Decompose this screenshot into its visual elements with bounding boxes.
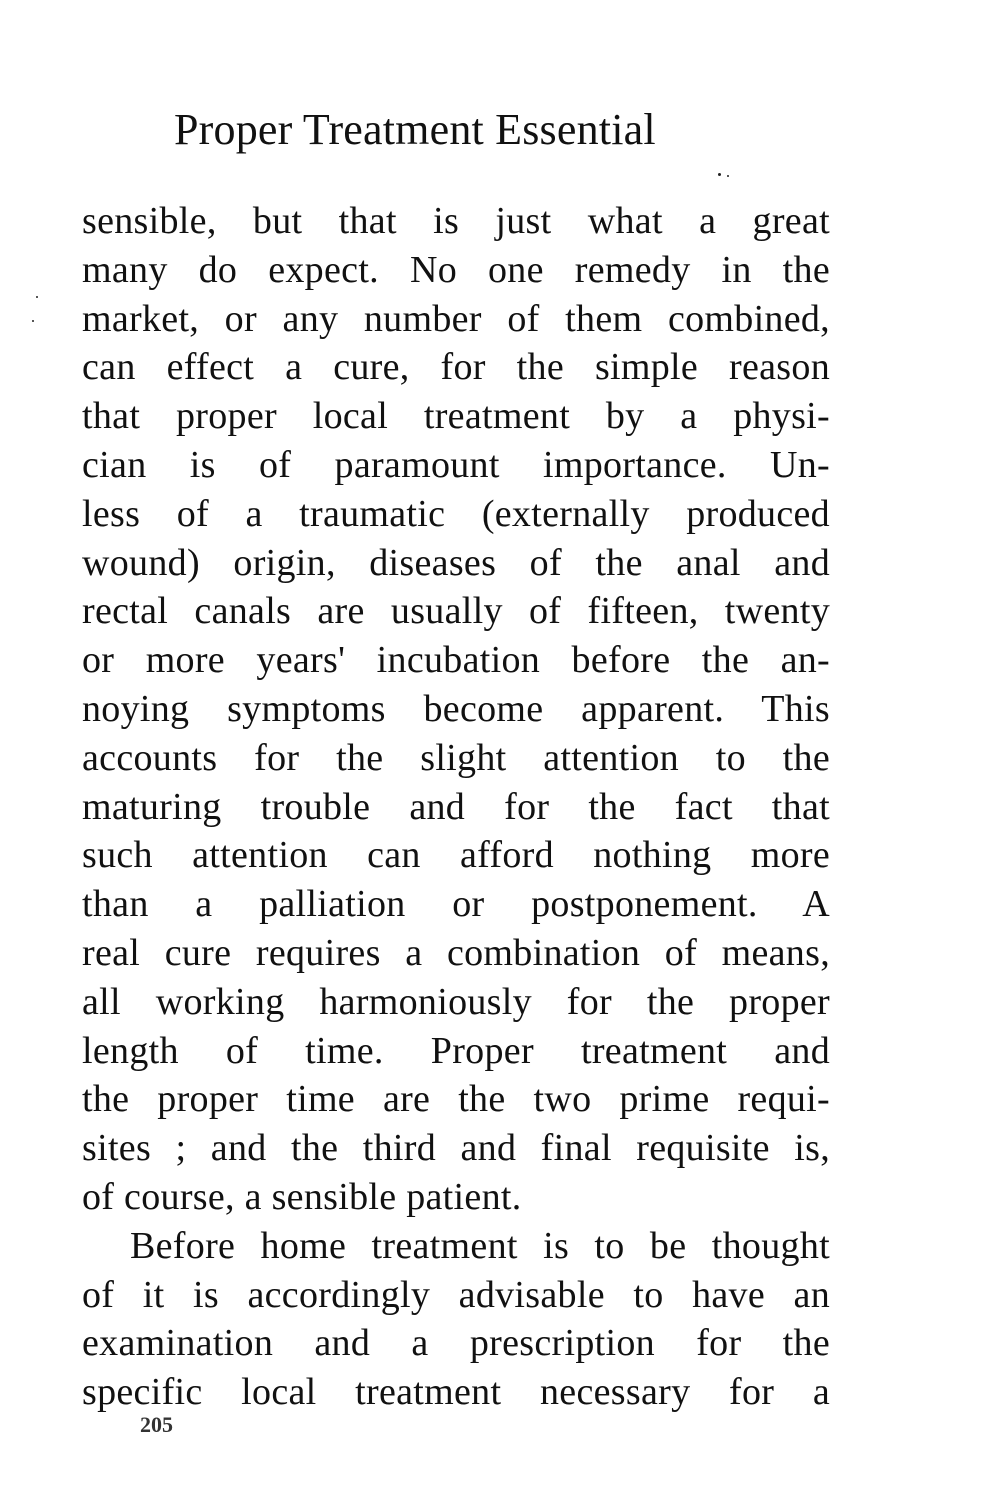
text-line: such attention can afford nothing more <box>82 834 830 877</box>
page-number: 205 <box>140 1412 173 1437</box>
text-line-paragraph-end: of course, a sensible patient. <box>82 1175 522 1218</box>
text-line: can effect a cure, for the simple reason <box>82 346 830 389</box>
text-line: specific local treatment necessary for a <box>82 1371 830 1414</box>
print-speck <box>727 175 729 177</box>
text-line: the proper time are the two prime requi- <box>82 1078 830 1121</box>
text-line: of it is accordingly advisable to have an <box>82 1273 830 1316</box>
text-line: real cure requires a combination of means, <box>82 931 830 974</box>
text-line: rectal canals are usually of fifteen, twenty <box>82 590 830 633</box>
text-line: accounts for the slight attention to the <box>82 736 830 779</box>
text-line: cian is of paramount importance. Un- <box>82 443 830 486</box>
text-line: maturing trouble and for the fact that <box>82 785 830 828</box>
print-speck <box>32 320 34 322</box>
print-speck <box>36 296 38 298</box>
text-line: market, or any number of them combined, <box>82 297 830 340</box>
text-line: sensible, but that is just what a great <box>82 200 830 242</box>
text-line: noying symptoms become apparent. This <box>82 687 830 730</box>
text-line: less of a traumatic (externally produced <box>82 492 830 535</box>
text-line-paragraph-start: Before home treatment is to be thought <box>130 1224 830 1267</box>
text-line: many do expect. No one remedy in the <box>82 248 830 291</box>
text-line: examination and a prescription for the <box>82 1322 830 1365</box>
text-line: or more years' incubation before the an- <box>82 639 830 682</box>
text-line: than a palliation or postponement. A <box>82 883 830 926</box>
text-line: wound) origin, diseases of the anal and <box>82 541 830 584</box>
text-line: length of time. Proper treatment and <box>82 1029 830 1072</box>
body-text <box>82 197 830 1417</box>
text-line: all working harmoniously for the proper <box>82 980 830 1023</box>
running-title: Proper Treatment Essential <box>174 105 656 154</box>
print-speck <box>718 173 721 176</box>
text-line: sites ; and the third and final requisite is, <box>82 1127 830 1170</box>
text-line: that proper local treatment by a physi- <box>82 395 830 438</box>
